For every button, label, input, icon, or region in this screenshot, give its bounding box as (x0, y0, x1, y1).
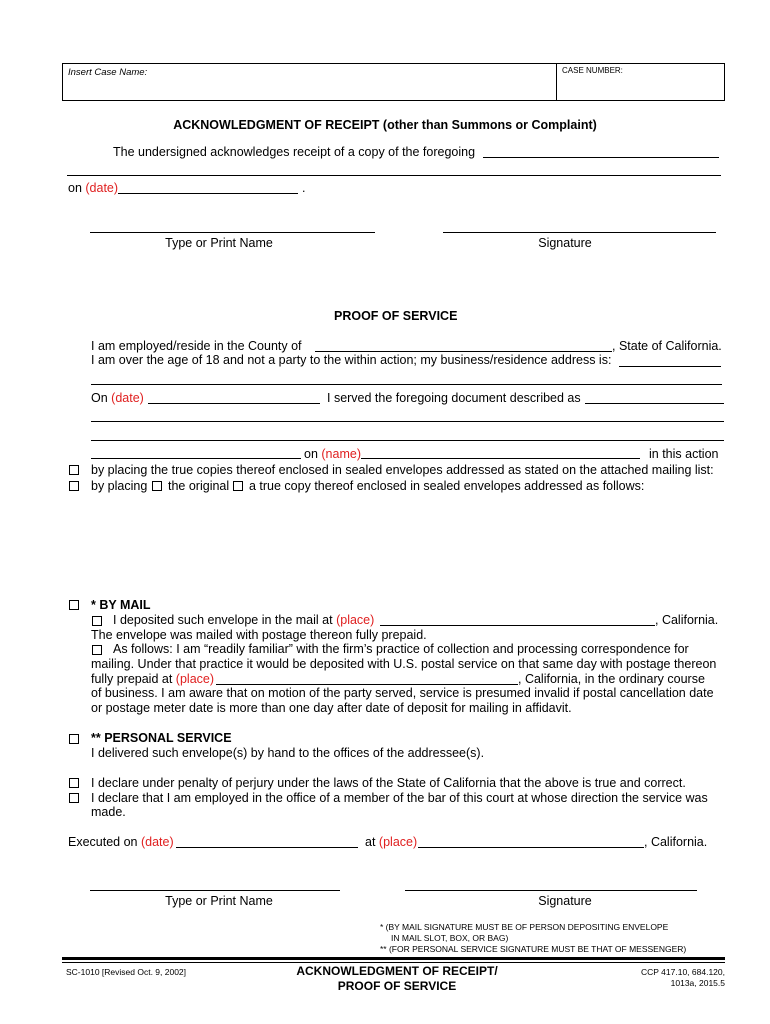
ack-on-row (68, 181, 118, 195)
footer-ccp-2: 1013a, 2015.5 (670, 978, 725, 988)
case-header-divider (556, 63, 557, 101)
document-described-field-3[interactable] (91, 440, 724, 441)
original-checkbox[interactable] (152, 481, 162, 491)
option-mailing-list: by placing the true copies thereof enclosed in sealed envelopes addressed as stated on the attached mailing list: (91, 463, 714, 477)
form-id: SC-1010 [Revised Oct. 9, 2002] (66, 967, 187, 977)
case-name-label: Insert Case Name: (68, 67, 148, 78)
deposited-checkbox[interactable] (92, 616, 102, 626)
executed-suffix: , California. (644, 835, 708, 849)
follows-line5: or postage meter date is more than one day after date of deposit for mailing in affidavit. (91, 701, 572, 715)
follows-place-field[interactable] (216, 684, 518, 685)
footer-rule-thin (62, 962, 725, 963)
case-number-field[interactable] (560, 76, 720, 98)
deposit-place-label: (place) (336, 613, 375, 627)
executed-row (68, 835, 174, 849)
county-field[interactable] (315, 351, 612, 352)
document-described-field-2[interactable] (91, 421, 724, 422)
executed-print-name-caption: Type or Print Name (165, 894, 273, 908)
personal-service-checkbox[interactable] (69, 734, 79, 744)
as-follows-checkbox[interactable] (92, 645, 102, 655)
option-original-label: the original (168, 479, 230, 493)
note-by-mail-2: IN MAIL SLOT, BOX, OR BAG) (391, 933, 509, 943)
served-date-field[interactable] (148, 403, 320, 404)
deposit-row (113, 613, 374, 627)
ack-date-field[interactable] (118, 193, 298, 194)
true-copy-checkbox[interactable] (233, 481, 243, 491)
executed-place-field[interactable] (418, 847, 644, 848)
executed-at-row (365, 835, 417, 849)
follows3-prefix: fully prepaid at (91, 672, 173, 686)
ack-print-name-field[interactable] (90, 232, 375, 233)
address-field[interactable] (619, 366, 721, 367)
postage-text: The envelope was mailed with postage thereon fully prepaid. (91, 628, 427, 642)
executed-prefix: Executed on (68, 835, 138, 849)
ack-document-field-2[interactable] (67, 175, 721, 176)
served-text: I served the foregoing document described as (327, 391, 581, 405)
age-line: I am over the age of 18 and not a party to the within action; my business/residence address is: (91, 353, 612, 367)
placing-checkbox[interactable] (69, 481, 79, 491)
ack-on-label: on (68, 181, 82, 195)
note-by-mail-1: * (BY MAIL SIGNATURE MUST BE OF PERSON DEPOSITING ENVELOPE (380, 922, 669, 932)
personal-text: I delivered such envelope(s) by hand to the offices of the addressee(s). (91, 746, 485, 760)
proof-title: PROOF OF SERVICE (334, 309, 458, 323)
footer-title-1: ACKNOWLEDGMENT OF RECEIPT/ (296, 964, 498, 978)
ack-signature-field[interactable] (443, 232, 716, 233)
deposit-place-field[interactable] (380, 625, 655, 626)
addressee-area[interactable] (91, 500, 721, 590)
served-party-field[interactable] (91, 458, 301, 459)
footer-title-2: PROOF OF SERVICE (337, 979, 457, 993)
ack-signature-caption: Signature (538, 236, 592, 250)
on-name-label: on (304, 447, 318, 461)
follows-row3 (91, 672, 214, 686)
executed-date-field[interactable] (176, 847, 358, 848)
ack-document-field[interactable] (483, 157, 719, 158)
served-on-row (91, 391, 144, 405)
option-true-copy-label: a true copy thereof enclosed in sealed envelopes addressed as follows: (249, 479, 645, 493)
executed-signature-caption: Signature (538, 894, 592, 908)
follows-line4: of business. I am aware that on motion of the party served, service is presumed invalid if postal cancellation date (91, 686, 714, 700)
declare-bar-office: I declare that I am employed in the office of a member of the bar of this court at whose direction the service was (91, 791, 708, 805)
perjury-checkbox[interactable] (69, 778, 79, 788)
in-action-text: in this action (649, 447, 719, 461)
ack-period: . (302, 181, 306, 195)
executed-print-name-field[interactable] (90, 890, 340, 891)
option-placing-label: by placing (91, 479, 148, 493)
served-on-label: On (91, 391, 108, 405)
follows-line1: As follows: I am “readily familiar” with the firm’s practice of collection and processing correspondence for (113, 642, 689, 656)
executed-at-label: at (365, 835, 376, 849)
bar-office-checkbox[interactable] (69, 793, 79, 803)
follows3-suffix: , California, in the ordinary course (518, 672, 705, 686)
document-described-field[interactable] (585, 403, 724, 404)
deposit-prefix: I deposited such envelope in the mail at (113, 613, 333, 627)
executed-signature-field[interactable] (405, 890, 697, 891)
ack-title: ACKNOWLEDGMENT OF RECEIPT (other than Summons or Complaint) (173, 118, 597, 132)
address-field-2[interactable] (91, 384, 722, 385)
footer-rule (62, 957, 725, 960)
served-date-label: (date) (111, 391, 144, 405)
note-personal: ** (FOR PERSONAL SERVICE SIGNATURE MUST BE THAT OF MESSENGER) (380, 944, 687, 954)
mailing-list-checkbox[interactable] (69, 465, 79, 475)
deposit-ca-suffix: , California. (655, 613, 719, 627)
footer-ccp-1: CCP 417.10, 684.120, (641, 967, 725, 977)
by-mail-title: * BY MAIL (91, 598, 151, 612)
county-suffix: , State of California. (612, 339, 722, 353)
executed-date-label: (date) (140, 835, 174, 849)
name-field[interactable] (361, 458, 640, 459)
case-number-label: CASE NUMBER: (562, 66, 623, 75)
ack-date-label: (date) (85, 181, 119, 195)
follows3-place-label: (place) (175, 672, 215, 686)
declare-perjury: I declare under penalty of perjury under the laws of the State of California that the above is true and correct. (91, 776, 686, 790)
on-name-row (304, 447, 361, 461)
case-name-field[interactable] (160, 66, 550, 96)
county-prefix: I am employed/reside in the County of (91, 339, 302, 353)
executed-place-label: (place) (378, 835, 418, 849)
personal-title: ** PERSONAL SERVICE (91, 731, 232, 745)
declare-bar-office-2: made. (91, 805, 126, 819)
by-mail-checkbox[interactable] (69, 600, 79, 610)
follows-line2: mailing. Under that practice it would be deposited with U.S. postal service on that same day with postage thereon (91, 657, 717, 671)
ack-print-name-caption: Type or Print Name (165, 236, 273, 250)
ack-line1: The undersigned acknowledges receipt of a copy of the foregoing (113, 145, 476, 159)
name-label: (name) (321, 447, 361, 461)
